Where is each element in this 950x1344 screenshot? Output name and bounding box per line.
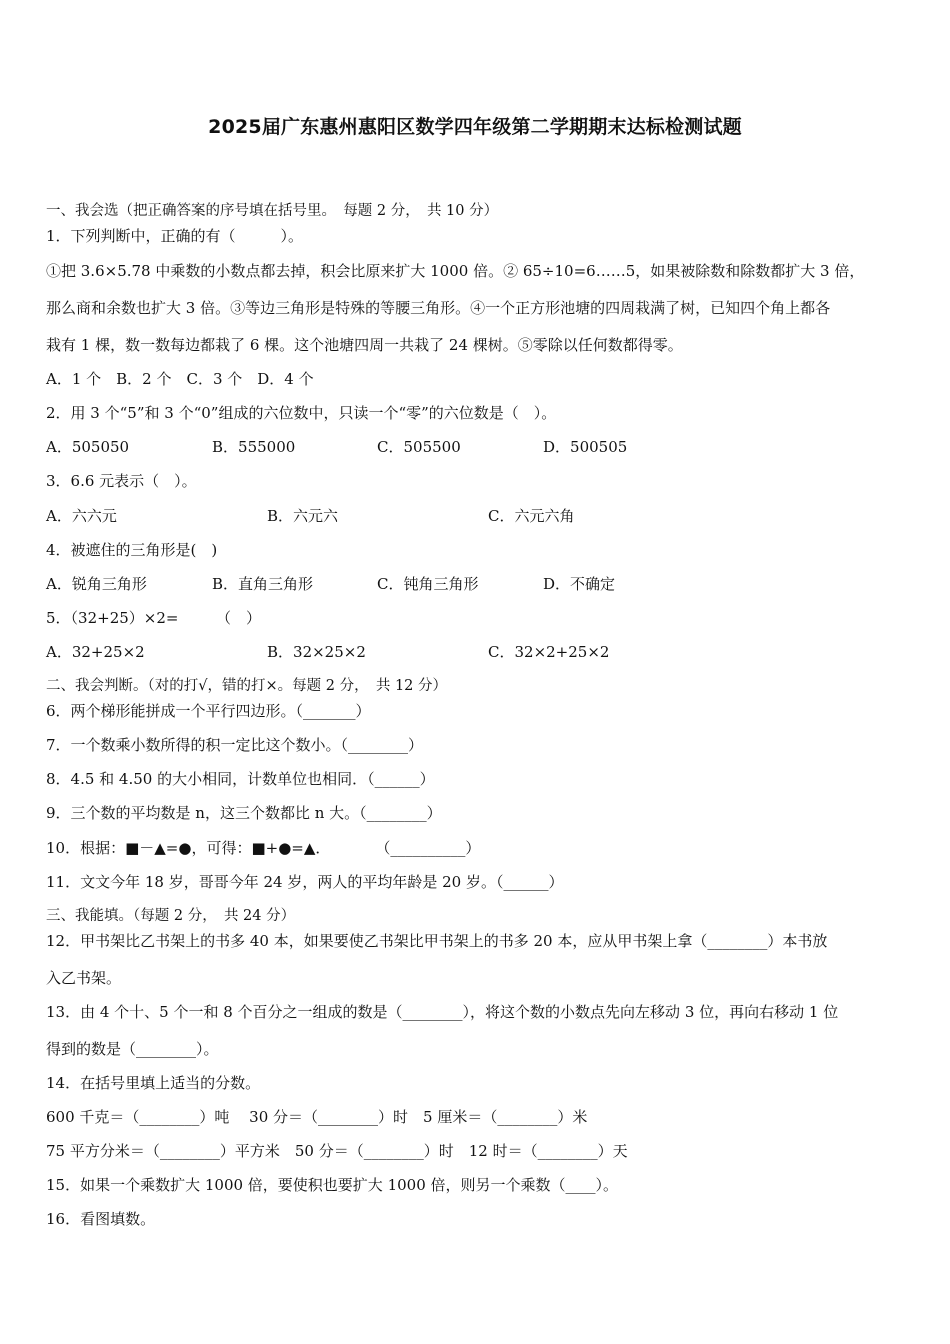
question-2-stem: 2．用 3 个“5”和 3 个“0”组成的六位数中，只读一个“零”的六位数是（ ）。: [46, 404, 557, 422]
option-b: B．555000: [212, 438, 296, 456]
question-4-stem: 4．被遮住的三角形是( ): [46, 541, 218, 559]
page-title: 2025届广东惠州惠阳区数学四年级第二学期期末达标检测试题: [208, 116, 742, 138]
option-c: C．钝角三角形: [377, 575, 479, 593]
section-heading-1: 一、我会选（把正确答案的序号填在括号里。 每题 2 分， 共 10 分）: [46, 203, 499, 219]
question-6: 6．两个梯形能拼成一个平行四边形。（_______）: [46, 702, 371, 720]
section-heading-3: 三、我能填。（每题 2 分， 共 24 分）: [46, 908, 296, 924]
question-4-options: [46, 574, 911, 594]
question-13-line-1: 13．由 4 个十、5 个一和 8 个百分之一组成的数是（________），将这个数的小数点先向左移动 3 位，再向右移动 1 位: [46, 1003, 839, 1021]
option-b: B．32×25×2: [267, 643, 366, 661]
question-12-line-2: 入乙书架。: [46, 969, 122, 987]
question-14-stem: 14．在括号里填上适当的分数。: [46, 1074, 261, 1092]
question-11: 11．文文今年 18 岁，哥哥今年 24 岁，两人的平均年龄是 20 岁。（______）: [46, 873, 564, 891]
question-7: 7．一个数乘小数所得的积一定比这个数小。（________）: [46, 736, 424, 754]
option-b: B．六元六: [267, 507, 339, 525]
question-1-line-2: 那么商和余数也扩大 3 倍。③等边三角形是特殊的等腰三角形。④一个正方形池塘的四周栽满了树，已知四个角上都各: [46, 299, 831, 317]
option-a: A．32+25×2: [46, 643, 145, 661]
question-10: 10．根据：■－▲=●，可得：■+●=▲． （__________）: [46, 839, 481, 857]
question-5-stem: 5．（32+25）×2= （ ）: [46, 609, 261, 627]
question-16: 16．看图填数。: [46, 1210, 156, 1228]
option-d: D．500505: [543, 438, 628, 456]
option-a: A．六六元: [46, 507, 117, 525]
question-5-options: [46, 642, 911, 662]
option-a: A．锐角三角形: [46, 575, 147, 593]
question-2-options: [46, 437, 911, 457]
option-d: D．不确定: [543, 575, 616, 593]
section-heading-2: 二、我会判断。（对的打√，错的打×。每题 2 分， 共 12 分）: [46, 678, 447, 694]
option-b: B．直角三角形: [212, 575, 314, 593]
question-15: 15．如果一个乘数扩大 1000 倍，要使积也要扩大 1000 倍，则另一个乘数（____）。: [46, 1176, 619, 1194]
option-c: C．六元六角: [488, 507, 575, 525]
question-14-row-1: 600 千克＝（________）吨 30 分＝（________）时 5 厘米＝（________）米: [46, 1108, 588, 1126]
question-8: 8．4.5 和 4.50 的大小相同，计数单位也相同．（______）: [46, 770, 435, 788]
question-9: 9．三个数的平均数是 n，这三个数都比 n 大。（________）: [46, 804, 442, 822]
question-1-line-3: 栽有 1 棵，数一数每边都栽了 6 棵。这个池塘四周一共栽了 24 棵树。⑤零除以任何数都得零。: [46, 336, 683, 354]
question-1-options: A．1 个 B．2 个 C．3 个 D．4 个: [46, 370, 314, 388]
question-13-line-2: 得到的数是（________）。: [46, 1040, 219, 1058]
option-a: A．505050: [46, 438, 130, 456]
option-c: C．505500: [377, 438, 461, 456]
question-1-line-1: ①把 3.6×5.78 中乘数的小数点都去掉，积会比原来扩大 1000 倍。② 65÷10=6……5，如果被除数和除数都扩大 3 倍，: [46, 262, 865, 280]
question-12-line-1: 12．甲书架比乙书架上的书多 40 本，如果要使乙书架比甲书架上的书多 20 本，应从甲书架上拿（________）本书放: [46, 932, 828, 950]
question-3-options: [46, 506, 911, 526]
option-c: C．32×2+25×2: [488, 643, 610, 661]
question-14-row-2: 75 平方分米＝（________）平方米 50 分＝（________）时 12 时＝（________）天: [46, 1142, 628, 1160]
question-1-stem: 1．下列判断中，正确的有（ ）。: [46, 227, 304, 245]
question-3-stem: 3．6.6 元表示（ ）。: [46, 472, 197, 490]
